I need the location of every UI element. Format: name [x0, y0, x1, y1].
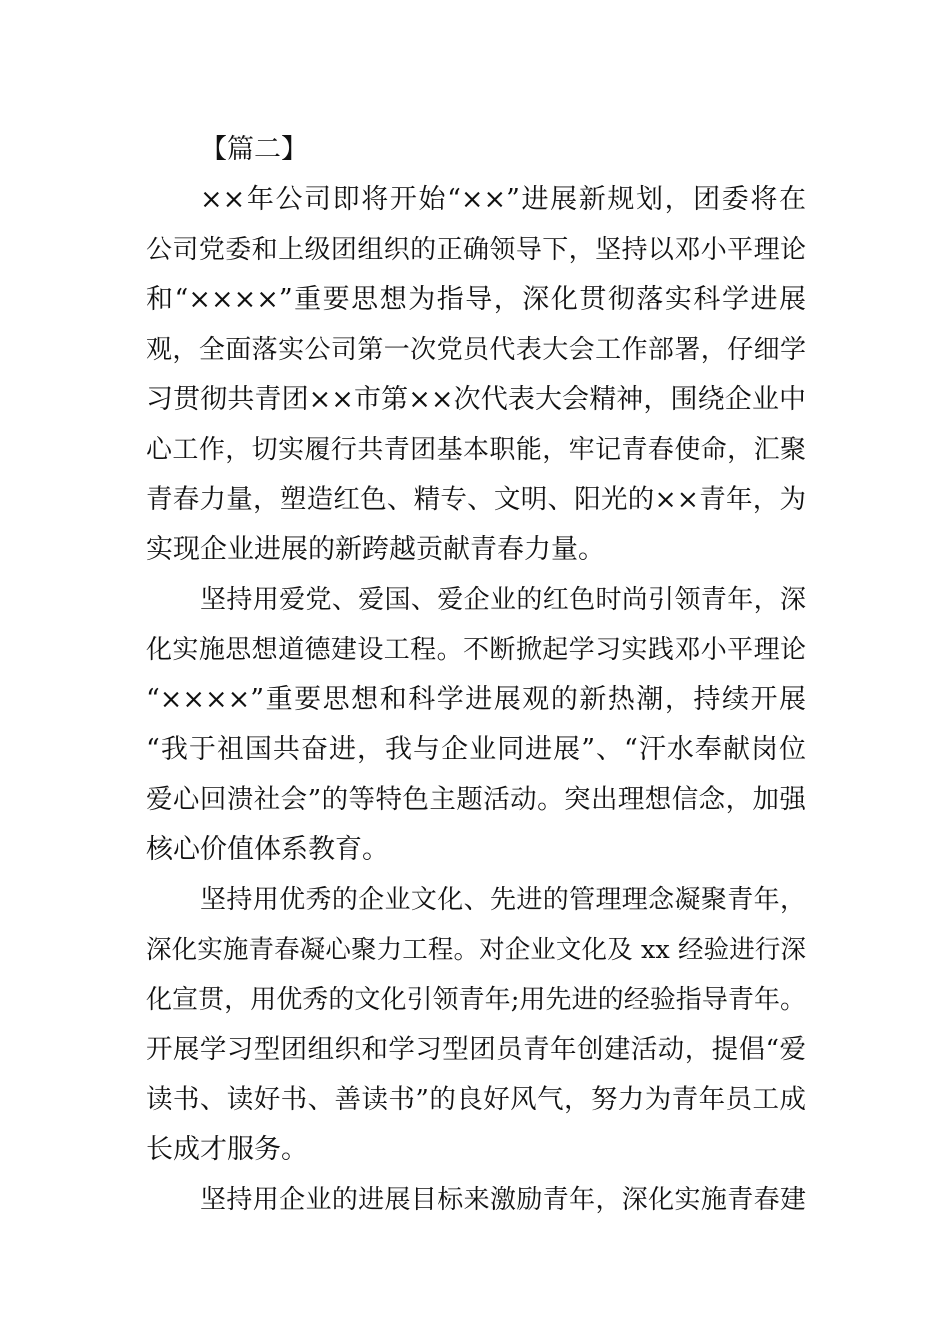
paragraph-1-line-7: 青春力量，塑造红色、精专、文明、阳光的××青年，为 [146, 484, 806, 515]
paragraph-1-line-8: 实现企业进展的新跨越贡献青春力量。 [146, 534, 605, 565]
paragraph-3-line-2: 深化实施青春凝心聚力工程。对企业文化及 xx 经验进行深 [146, 935, 806, 965]
paragraph-2-line-5: 爱心回溃社会”的等特色主题活动。突出理想信念，加强 [146, 784, 806, 815]
paragraph-1-line-5: 习贯彻共青团××市第××次代表大会精神，围绕企业中 [146, 384, 806, 415]
paragraph-3-line-5: 读书、读好书、善读书”的良好风气，努力为青年员工成 [146, 1084, 806, 1115]
paragraph-2-line-6: 核心价值体系教育。 [146, 834, 389, 865]
paragraph-2-line-2: 化实施思想道德建设工程。不断掀起学习实践邓小平理论 [146, 635, 806, 665]
section-heading: 【篇二】 [200, 134, 308, 165]
paragraph-2-line-4: “我于祖国共奋进，我与企业同进展”、“汗水奉献岗位 [146, 734, 806, 765]
paragraph-2-line-1: 坚持用爱党、爱国、爱企业的红色时尚引领青年，深 [200, 585, 806, 615]
paragraph-3-line-1: 坚持用优秀的企业文化、先进的管理理念凝聚青年， [200, 885, 806, 915]
paragraph-1-line-1: ××年公司即将开始“××”进展新规划，团委将在 [200, 184, 806, 215]
paragraph-2-line-3: “××××”重要思想和科学进展观的新热潮，持续开展 [146, 684, 806, 715]
paragraph-3-line-4: 开展学习型团组织和学习型团员青年创建活动，提倡“爱 [146, 1034, 806, 1065]
paragraph-1-line-3: 和“××××”重要思想为指导，深化贯彻落实科学进展 [146, 284, 806, 315]
paragraph-4-line-1: 坚持用企业的进展目标来激励青年，深化实施青春建 [200, 1185, 806, 1215]
paragraph-1-line-6: 心工作，切实履行共青团基本职能，牢记青春使命，汇聚 [146, 435, 806, 465]
paragraph-3-line-3: 化宣贯，用优秀的文化引领青年;用先进的经验指导青年。 [146, 985, 806, 1015]
paragraph-1-line-4: 观，全面落实公司第一次党员代表大会工作部署，仔细学 [146, 335, 806, 365]
paragraph-1-line-2: 公司党委和上级团组织的正确领导下，坚持以邓小平理论 [146, 235, 806, 265]
paragraph-3-line-6: 长成才服务。 [146, 1134, 308, 1165]
